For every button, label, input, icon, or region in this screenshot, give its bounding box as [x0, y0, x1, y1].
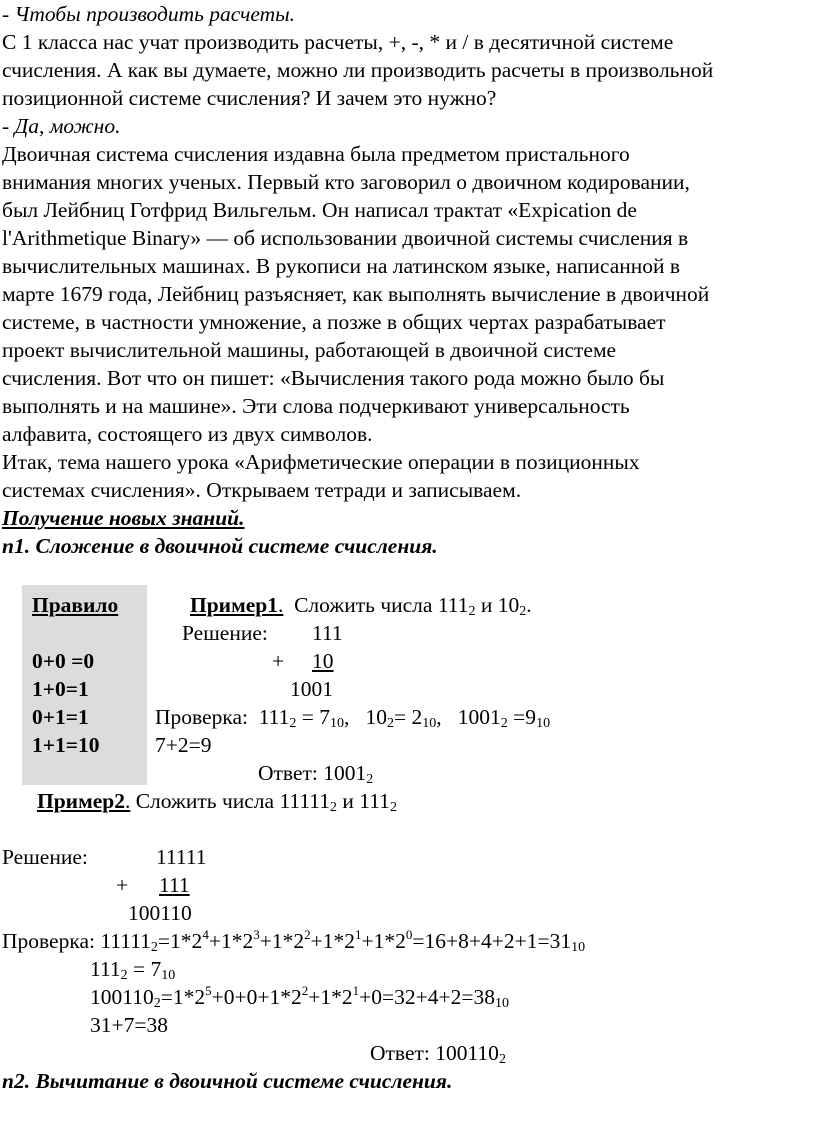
check-item-eq: = 7: [296, 705, 331, 729]
example1-check: [155, 703, 550, 731]
paragraph-line: счисления. Вот что он пишет: «Вычисления такого рода можно было бы: [2, 366, 665, 390]
term-power: 1: [354, 927, 362, 942]
subsection-heading-addition: п1. Сложение в двоичной системе счисления.: [2, 534, 438, 558]
term-power: 2: [304, 927, 311, 942]
example1-sum: 1001: [290, 677, 333, 701]
example1-operand-b: [296, 647, 334, 675]
example2-dot: .: [124, 789, 131, 813]
paragraph-line: позиционной системе счисления? И зачем это нужно?: [2, 86, 497, 110]
term: +1*2: [259, 929, 305, 953]
result: +0=32+4+2=38: [359, 985, 496, 1009]
term-power: 2: [301, 983, 309, 998]
term: +1*2: [208, 929, 254, 953]
check-sep: ,: [436, 705, 458, 729]
paragraph-line: выполнять и на машине». Эти слова подчеркивают универсальность: [2, 394, 630, 418]
check-item-base: 2: [289, 716, 297, 731]
example1-answer: [258, 759, 373, 787]
example1-label: Пример1: [190, 593, 278, 617]
example1-task-end: .: [526, 593, 532, 617]
result: =16+8+4+2+1=31: [412, 929, 572, 953]
example1-solution-label: Решение:: [182, 621, 268, 645]
term: =1*2: [160, 985, 206, 1009]
example1-operand-b-value: 10: [312, 649, 334, 673]
check-item-base: 2: [387, 716, 395, 731]
paragraph-line: был Лейбниц Готфрид Вильгельм. Он написал трактат «Expication de: [2, 198, 637, 222]
paragraph-line: Двоичная система счисления издавна была предметом пристального: [2, 142, 630, 166]
example2-solution-label: Решение:: [2, 845, 88, 869]
check-item: 111: [258, 705, 290, 729]
check-sep: ,: [344, 705, 366, 729]
answer-line: - Да, можно.: [2, 114, 121, 138]
example2-task-base: 2: [389, 800, 397, 815]
term: +1*2: [361, 929, 406, 953]
check-item-base: 10: [536, 716, 551, 731]
term: =1*2: [157, 929, 203, 953]
example1-operand-a: 111: [312, 621, 343, 645]
example1-task-base: 2: [519, 604, 527, 619]
paragraph-line: счисления. А как вы думаете, можно ли производить расчеты в произвольной: [2, 58, 714, 82]
term: +1*2: [310, 929, 355, 953]
num: 111: [90, 957, 121, 981]
check-item-base: 10: [422, 716, 437, 731]
paragraph-line: системах счисления». Открываем тетради и записываем.: [2, 478, 522, 502]
check-item-base: 10: [330, 716, 345, 731]
paragraph-line: С 1 класса нас учат производить расчеты, +, -, * и / в десятичной системе: [2, 30, 674, 54]
example2-task: Сложить числа 11111: [130, 789, 331, 813]
paragraph-line: Итак, тема нашего урока «Арифметические операции в позиционных: [2, 450, 640, 474]
example2-operand-b-value: 111: [159, 873, 190, 897]
term-power: 4: [202, 927, 209, 942]
answer-text: Ответ: 1001: [258, 761, 367, 785]
example1-task-base: 2: [468, 604, 476, 619]
num: 100110: [90, 985, 154, 1009]
example1-verify: 7+2=9: [155, 733, 212, 757]
paragraph-line: системе, в частности умножение, а позже в общих чертах разрабатывает: [2, 310, 666, 334]
result-base: 10: [571, 940, 586, 955]
answer-base: 2: [498, 1052, 506, 1067]
example2-label: Пример2: [37, 789, 125, 813]
example2-check-line1: [2, 927, 585, 955]
answer-text: Ответ: 100110: [370, 1041, 499, 1065]
example1-task: Сложить числа 111: [294, 593, 469, 617]
eq: = 7: [127, 957, 162, 981]
term: +0+0+1*2: [211, 985, 302, 1009]
example2-operand-b: [142, 871, 190, 899]
term-power: 0: [405, 927, 413, 942]
paragraph-line: внимания многих ученых. Первый кто заговорил о двоичном кодировании,: [2, 170, 690, 194]
check-item: 1001: [457, 705, 501, 729]
num-base: 2: [120, 968, 128, 983]
check-label: Проверка:: [155, 705, 248, 729]
result-base: 10: [495, 996, 510, 1011]
term-power: 5: [205, 983, 212, 998]
paragraph-line: марте 1679 года, Лейбниц разъясняет, как выполнять вычисление в двоичной: [2, 282, 710, 306]
example1-title: [190, 591, 532, 619]
check-item-eq: =9: [507, 705, 537, 729]
example2-check-line2: [90, 955, 175, 983]
example1-dot: .: [277, 593, 284, 617]
example2-title: [37, 787, 397, 815]
example2-task-and: и 111: [337, 789, 390, 813]
check-item-eq: = 2: [394, 705, 423, 729]
rule-row: 1+0=1: [32, 677, 89, 701]
num-base: 2: [153, 996, 161, 1011]
rule-row: 1+1=10: [32, 733, 100, 757]
example2-plus: +: [116, 873, 129, 897]
example2-verify: 31+7=38: [90, 1013, 169, 1037]
term-power: 1: [352, 983, 360, 998]
check-item-base: 2: [500, 716, 508, 731]
example2-sum: 100110: [128, 901, 192, 925]
example1-plus: +: [272, 649, 285, 673]
rule-row: 0+0 =0: [32, 649, 95, 673]
answer-base: 2: [366, 772, 374, 787]
rule-title: Правило: [32, 593, 119, 617]
check-label: Проверка: 11111: [2, 929, 151, 953]
eq-base: 10: [161, 968, 176, 983]
example2-operand-a: 11111: [156, 845, 207, 869]
term: +1*2: [308, 985, 353, 1009]
example1-task-and: и 10: [475, 593, 520, 617]
example2-task-base: 2: [330, 800, 338, 815]
term-power: 3: [253, 927, 260, 942]
section-heading: Получение новых знаний.: [2, 506, 245, 530]
subsection-heading-subtraction: п2. Вычитание в двоичной системе счисления.: [2, 1069, 453, 1093]
check-base: 2: [150, 940, 158, 955]
check-item: 10: [365, 705, 388, 729]
example2-check-line3: [90, 983, 509, 1011]
paragraph-line: l'Arithmetique Binary» — об использовании двоичной системы счисления в: [2, 226, 689, 250]
paragraph-line: алфавита, состоящего из двух символов.: [2, 422, 373, 446]
question-line-1: - Чтобы производить расчеты.: [2, 2, 296, 26]
paragraph-line: проект вычислительной машины, работающей в двоичной системе: [2, 338, 617, 362]
example2-answer: [370, 1039, 506, 1067]
paragraph-line: вычислительных машинах. В рукописи на латинском языке, написанной в: [2, 254, 681, 278]
rule-row: 0+1=1: [32, 705, 89, 729]
